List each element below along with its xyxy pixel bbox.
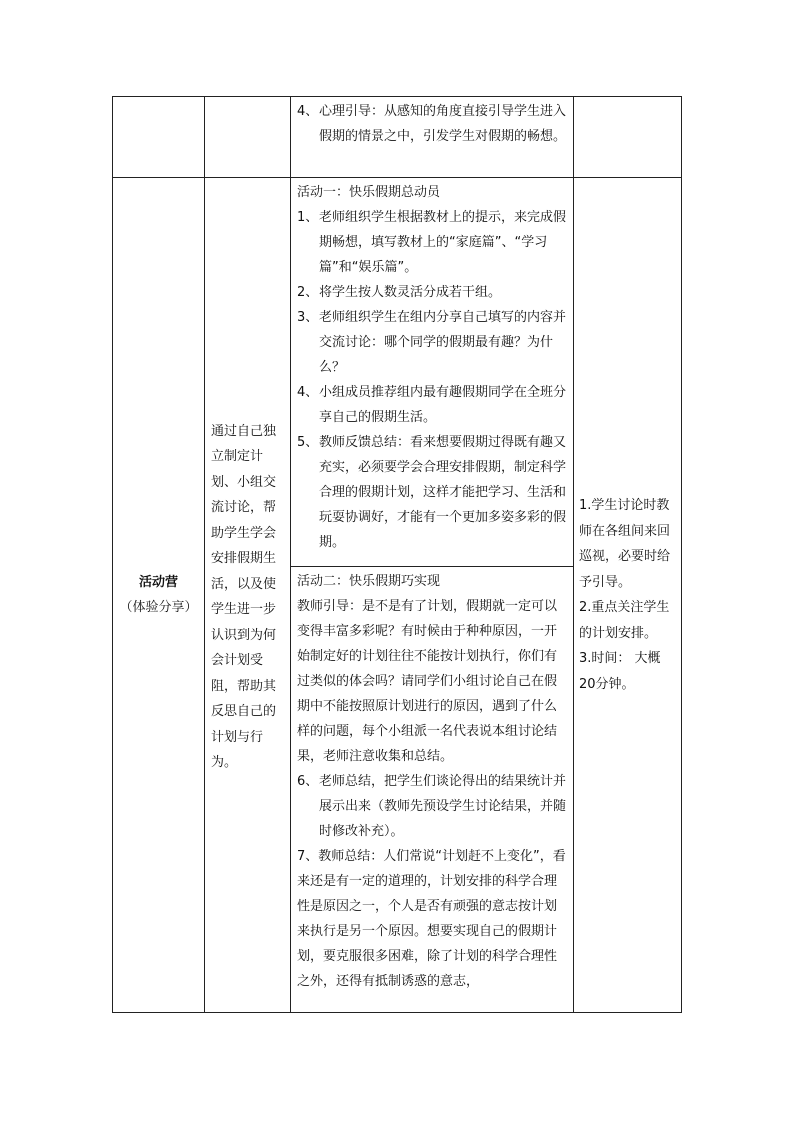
- item-text: 老师组织学生根据教材上的提示，来完成假期畅想，填写教材上的“家庭篇”、“学习篇”和“娱乐篇”。: [319, 210, 567, 275]
- activity-cell: [291, 97, 574, 178]
- item-text: 将学生按人数灵活分成若干组。: [319, 285, 502, 300]
- table-row: [113, 178, 682, 1013]
- item-text: 教师反馈总结：看来想要假期过得既有趣又充实，必须要学会合理安排假期，制定科学合理的假期计划，这样才能把学习、生活和玩耍协调好，才能有一个更加多姿多彩的假期。: [319, 435, 567, 550]
- item-number: 2、: [297, 285, 319, 300]
- item-number: 3、: [297, 310, 319, 325]
- stage-cell-empty: [113, 97, 205, 178]
- activities-cell: [291, 178, 574, 1013]
- lesson-plan-table: [112, 96, 682, 1013]
- goals-text: 通过自己独立制定计划、小组交流讨论，帮助学生学会安排假期生活，以及使学生进一步认识到为何会计划受阻，帮助其反思自己的计划与行为。: [211, 423, 277, 770]
- activity-one-title: 活动一：快乐假期总动员: [297, 185, 441, 200]
- item-text: 心理引导：从感知的角度直接引导学生进入假期的情景之中，引发学生对假期的畅想。: [319, 104, 567, 144]
- list-item: [297, 205, 569, 280]
- list-item: [297, 430, 569, 555]
- list-item: [297, 280, 569, 305]
- item-text: 老师总结，把学生们谈论得出的结果统计并展示出来（教师先预设学生讨论结果，并随时修改补充）。: [319, 774, 567, 839]
- item-number: 5、: [297, 435, 319, 450]
- activity-two-title: 活动二：快乐假期巧实现: [297, 574, 441, 589]
- table-row: [113, 97, 682, 178]
- list-item: [297, 305, 569, 380]
- item-number: 1、: [297, 210, 319, 225]
- activity-two: [291, 567, 573, 1007]
- note-item: 2.重点关注学生的计划安排。: [579, 600, 670, 641]
- teacher-summary-text: 7、教师总结：人们常说“计划赶不上变化”，看来还是有一定的道理的，计划安排的科学合理性是原因之一，个人是否有顽强的意志按计划来执行是另一个原因。想要实现自己的假期计划，要克服很多困难，除了计划的科学合理性之外，还得有抵制诱惑的意志，: [297, 849, 566, 989]
- item-text: 老师组织学生在组内分享自己填写的内容并交流讨论：哪个同学的假期最有趣？为什么？: [319, 310, 567, 375]
- item-number: 4、: [297, 104, 319, 119]
- item-number: 6、: [297, 774, 319, 789]
- notes-cell: [574, 178, 682, 1013]
- teacher-guide-text: 教师引导：是不是有了计划，假期就一定可以变得丰富多彩呢？有时候由于种种原因，一开始制定好的计划往往不能按计划执行，你们有过类似的体会吗？请同学们小组讨论自己在假期中不能按照原计划进行的原因，遇到了什么样的问题，每个小组派一名代表说本组讨论结果，老师注意收集和总结。: [297, 599, 558, 764]
- notes-cell-empty: [574, 97, 682, 178]
- stage-cell: [113, 178, 205, 1013]
- item-number: 4、: [297, 385, 319, 400]
- list-item: [297, 99, 569, 149]
- stage-name: 活动营: [138, 575, 178, 590]
- list-item: [297, 380, 569, 430]
- item-text: 小组成员推荐组内最有趣假期同学在全班分享自己的假期生活。: [319, 385, 567, 425]
- stage-subtitle: （体验分享）: [119, 600, 198, 615]
- list-item: [297, 769, 569, 844]
- goal-cell-empty: [205, 97, 291, 178]
- note-item: 1.学生讨论时教师在各组间来回巡视，必要时给予引导。: [579, 498, 671, 590]
- activity-one: [291, 178, 573, 567]
- goals-cell: [205, 178, 291, 1013]
- note-item: 3.时间： 大概20分钟。: [579, 651, 661, 692]
